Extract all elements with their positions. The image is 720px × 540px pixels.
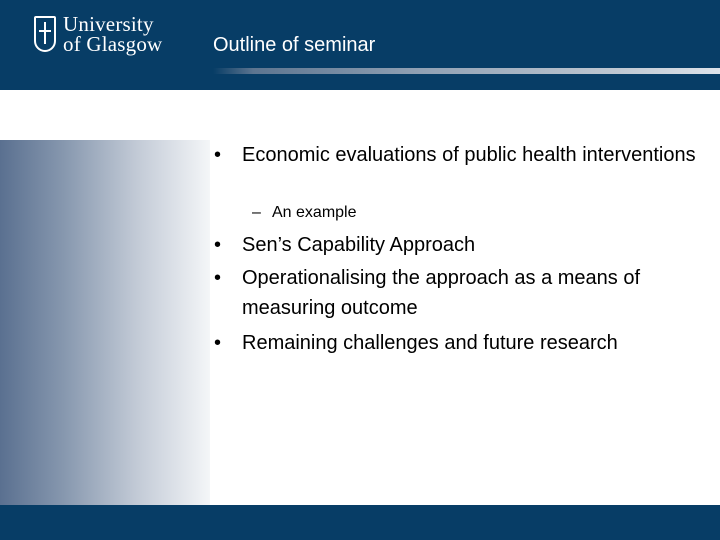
- university-logo: [34, 14, 194, 60]
- bullet-text: Remaining challenges and future research: [242, 332, 618, 354]
- bullet-text: Sen’s Capability Approach: [242, 234, 476, 256]
- bullet-marker: •: [214, 144, 222, 166]
- bullet-marker: •: [214, 267, 222, 289]
- slide-header: [0, 0, 720, 90]
- bullet-text: Operationalising the approach as a means of measuring outcome: [242, 267, 641, 319]
- sub-bullet-text: An example: [272, 204, 357, 221]
- title-underline: [213, 68, 720, 74]
- bullet-marker: •: [214, 234, 222, 256]
- logo-text-line2: of Glasgow: [63, 32, 163, 56]
- slide-footer-band: [0, 505, 720, 540]
- sub-bullet-marker: –: [252, 204, 261, 221]
- bullet-list: [0, 90, 720, 505]
- university-crest-icon: [34, 16, 56, 52]
- slide-title: Outline of seminar: [213, 34, 376, 56]
- slide-content-area: [0, 90, 720, 505]
- bullet-text: Economic evaluations of public health interventions: [242, 144, 696, 166]
- logo-text-line1: University: [63, 12, 154, 36]
- bullet-marker: •: [214, 332, 222, 354]
